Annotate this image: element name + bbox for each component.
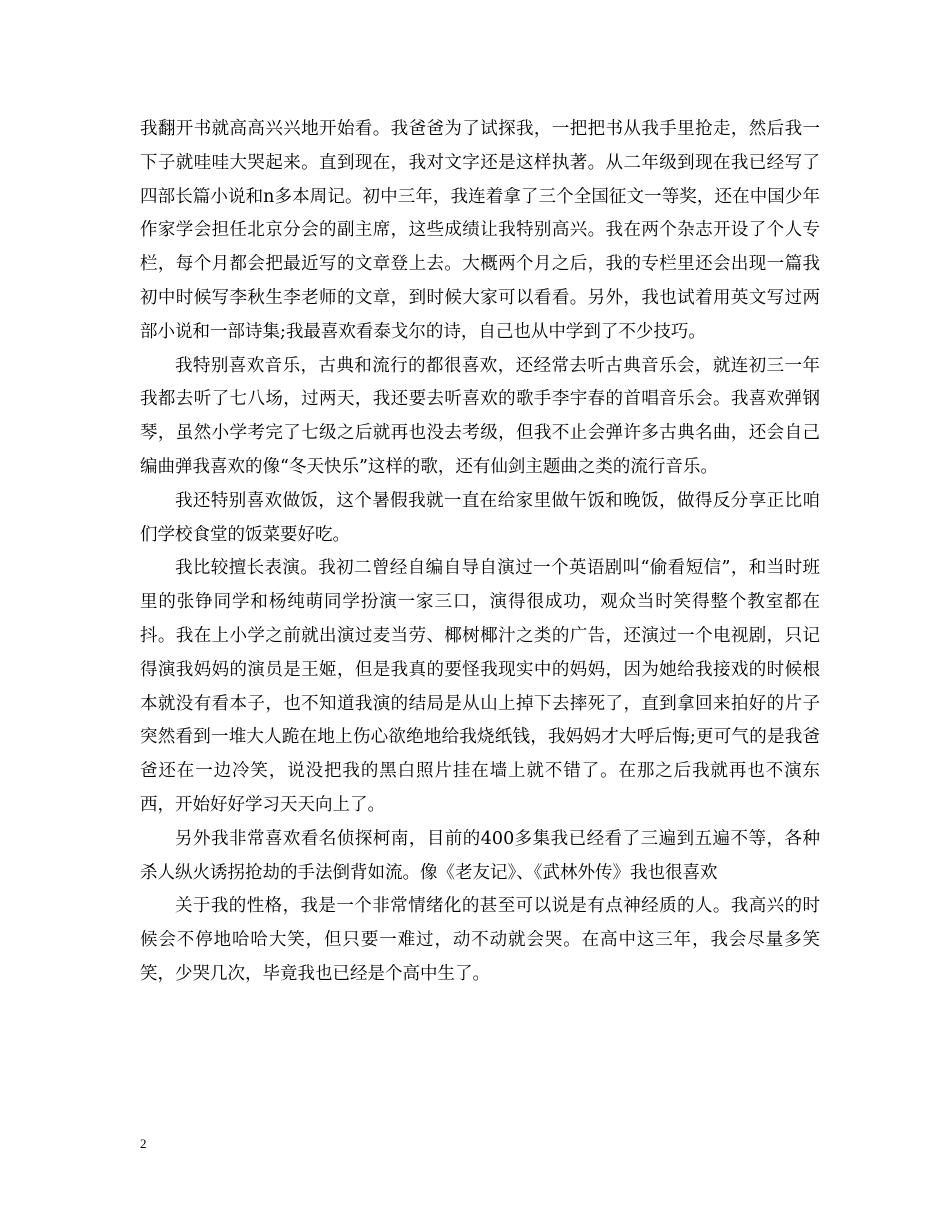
body-text	[140, 113, 820, 992]
paragraph-2: 我特别喜欢音乐，古典和流行的都很喜欢，还经常去听古典音乐会，就连初三一年我都去听了七八场，过两天，我还要去听喜欢的歌手李宇春的首唱音乐会。我喜欢弹钢琴，虽然小学考完了七级之后就再也没去考级，但我不止会弹许多古典名曲，还会自己编曲弹我喜欢的像“冬天快乐”这样的歌，还有仙剑主题曲之类的流行音乐。	[140, 355, 820, 477]
paragraph-1: 我翻开书就高高兴兴地开始看。我爸爸为了试探我，一把把书从我手里抢走，然后我一下子就哇哇大哭起来。直到现在，我对文字还是这样执著。从二年级到现在我已经写了四部长篇小说和n多本周记。初中三年，我连着拿了三个全国征文一等奖，还在中国少年作家学会担任北京分会的副主席，这些成绩让我特别高兴。我在两个杂志开设了个人专栏，每个月都会把最近写的文章登上去。大概两个月之后，我的专栏里还会出现一篇我初中时候写李秋生李老师的文章，到时候大家可以看看。另外，我也试着用英文写过两部小说和一部诗集;我最喜欢看泰戈尔的诗，自己也从中学到了不少技巧。	[140, 119, 820, 342]
paragraph-6: 关于我的性格，我是一个非常情绪化的甚至可以说是有点神经质的人。我高兴的时候会不停地哈哈大笑，但只要一难过，动不动就会哭。在高中这三年，我会尽量多笑笑，少哭几次，毕竟我也已经是个高中生了。	[140, 896, 820, 984]
paragraph-3: 我还特别喜欢做饭，这个暑假我就一直在给家里做午饭和晚饭，做得反分享正比咱们学校食堂的饭菜要好吃。	[140, 490, 820, 545]
paragraph-5: 另外我非常喜欢看名侦探柯南，目前的400多集我已经看了三遍到五遍不等，各种杀人纵火诱拐抢劫的手法倒背如流。像《老友记》、《武林外传》我也很喜欢	[140, 828, 820, 883]
page-number: 2	[140, 1136, 147, 1151]
paragraph-4: 我比较擅长表演。我初二曾经自编自导自演过一个英语剧叫“偷看短信”，和当时班里的张铮同学和杨纯萌同学扮演一家三口，演得很成功，观众当时笑得整个教室都在抖。我在上小学之前就出演过麦当劳、椰树椰汁之类的广告，还演过一个电视剧，只记得演我妈妈的演员是王姬，但是我真的要怪我现实中的妈妈，因为她给我接戏的时候根本就没有看本子，也不知道我演的结局是从山上掉下去摔死了，直到拿回来拍好的片子突然看到一堆大人跪在地上伤心欲绝地给我烧纸钱，我妈妈才大呼后悔;更可气的是我爸爸还在一边冷笑，说没把我的黑白照片挂在墙上就不错了。在那之后我就再也不演东西，开始好好学习天天向上了。	[140, 558, 820, 815]
